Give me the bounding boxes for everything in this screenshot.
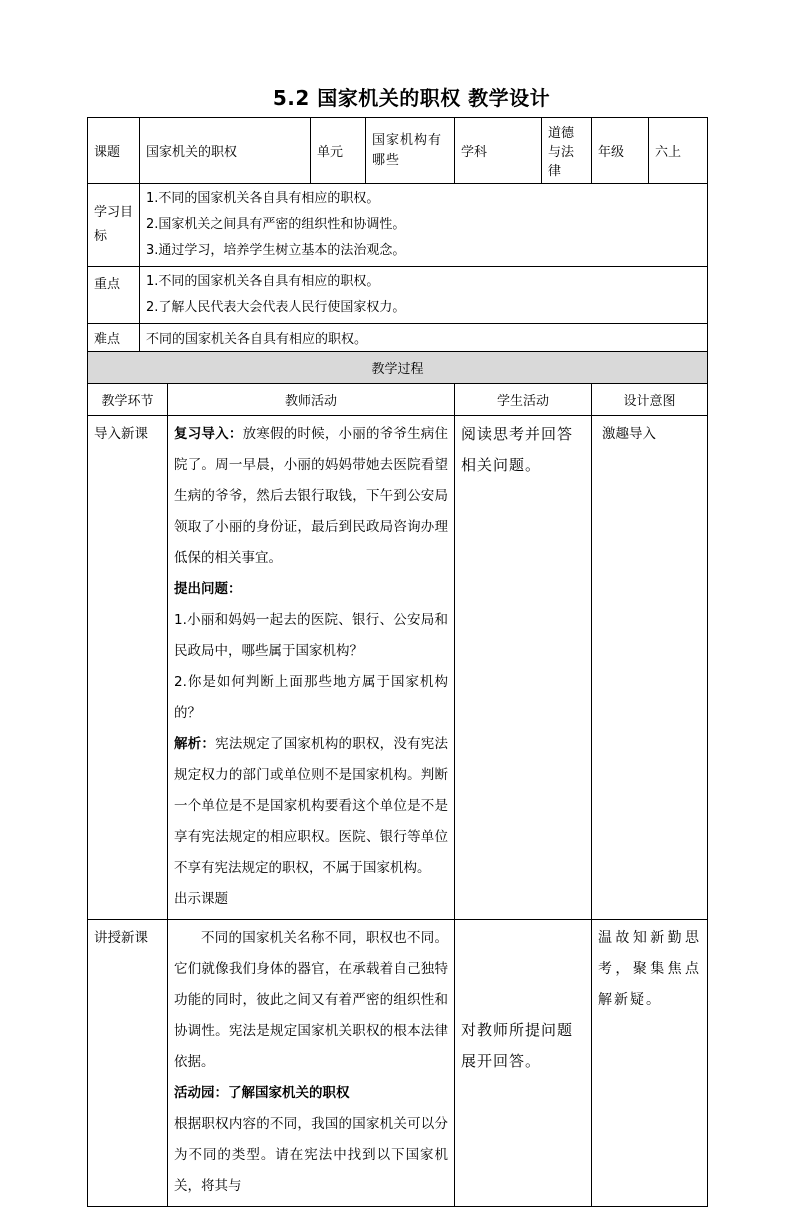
grade-label: 年级: [592, 118, 649, 184]
course-value: 国家机关的职权: [140, 118, 311, 184]
lecture-paragraph-1: 不同的国家机关名称不同，职权也不同。它们就像我们身体的器官，在承载着自己独特功能的同时，彼此之间又有着严密的组织性和协调性。宪法是规定国家机关职权的根本法律依据。: [174, 930, 449, 1070]
analysis-text: 宪法规定了国家机构的职权，没有宪法规定权力的部门或单位则不是国家机构。判断一个单位是不是国家机构要看这个单位是不是享有宪法规定的相应职权。医院、银行等单位不享有宪法规定的职权，不属于国家机构。: [174, 736, 449, 876]
unit-value: 国家机构有哪些: [366, 118, 455, 184]
lecture-paragraph-2: 根据职权内容的不同，我国的国家机关可以分为不同的类型。请在宪法中找到以下国家机关，将其与: [174, 1116, 449, 1194]
process-section-row: [88, 352, 708, 384]
header-intent: 设计意图: [592, 384, 708, 416]
question-1: 1.小丽和妈妈一起去的医院、银行、公安局和民政局中，哪些属于国家机构？: [174, 612, 449, 659]
question-2: 2.你是如何判断上面那些地方属于国家机构的？: [174, 674, 449, 721]
difficulty-row: [88, 324, 708, 352]
course-label: 课题: [88, 118, 140, 184]
review-text: 放寒假的时候，小丽的爷爷生病住院了。周一早晨，小丽的妈妈带她去医院看望生病的爷爷，然后去银行取钱，下午到公安局领取了小丽的身份证，最后到民政局咨询办理低保的相关事宜。: [174, 426, 449, 566]
difficulty-text: 不同的国家机关各自具有相应的职权。: [140, 324, 708, 352]
header-stage: 教学环节: [88, 384, 168, 416]
intro-stage: 导入新课: [88, 416, 168, 920]
show-topic: 出示课题: [174, 891, 228, 907]
lecture-design-intent: 温故知新勤思考，聚集焦点解新疑。: [592, 920, 708, 1207]
objectives-label: 学习目标: [88, 184, 140, 267]
grade-value: 六上: [649, 118, 708, 184]
lesson-plan-table: [87, 117, 708, 1207]
header-teacher: 教师活动: [168, 384, 455, 416]
key-point-item: 1.不同的国家机关各自具有相应的职权。: [146, 274, 380, 289]
objective-item: 3.通过学习，培养学生树立基本的法治观念。: [146, 243, 406, 258]
intro-student-activity: 阅读思考并回答相关问题。: [455, 416, 592, 920]
process-header-row: [88, 384, 708, 416]
process-section-title: 教学过程: [88, 352, 708, 384]
intro-design-intent: 激趣导入: [592, 416, 708, 920]
difficulty-label: 难点: [88, 324, 140, 352]
intro-row: [88, 416, 708, 920]
subject-value: 道德与法律: [542, 118, 592, 184]
objectives-list: [140, 184, 708, 267]
key-points-label: 重点: [88, 267, 140, 324]
unit-label: 单元: [311, 118, 366, 184]
analysis-label: 解析：: [174, 736, 216, 752]
key-points-row: [88, 267, 708, 324]
lecture-stage: 讲授新课: [88, 920, 168, 1207]
key-point-item: 2.了解人民代表大会代表人民行使国家权力。: [146, 300, 406, 315]
key-points-list: [140, 267, 708, 324]
activity-label: 活动园：了解国家机关的职权: [174, 1085, 350, 1101]
subject-label: 学科: [455, 118, 542, 184]
header-student: 学生活动: [455, 384, 592, 416]
info-row: [88, 118, 708, 184]
questions-label: 提出问题：: [174, 581, 242, 597]
lecture-student-activity: 对教师所提问题展开回答。: [455, 920, 592, 1207]
intro-teacher-activity: [168, 416, 455, 920]
lecture-teacher-activity: [168, 920, 455, 1207]
page-title: 5.2 国家机关的职权 教学设计: [272, 86, 551, 110]
review-label: 复习导入：: [174, 426, 243, 442]
lecture-row: [88, 920, 708, 1207]
objective-item: 1.不同的国家机关各自具有相应的职权。: [146, 191, 380, 206]
objective-item: 2.国家机关之间具有严密的组织性和协调性。: [146, 217, 406, 232]
objectives-row: [88, 184, 708, 267]
